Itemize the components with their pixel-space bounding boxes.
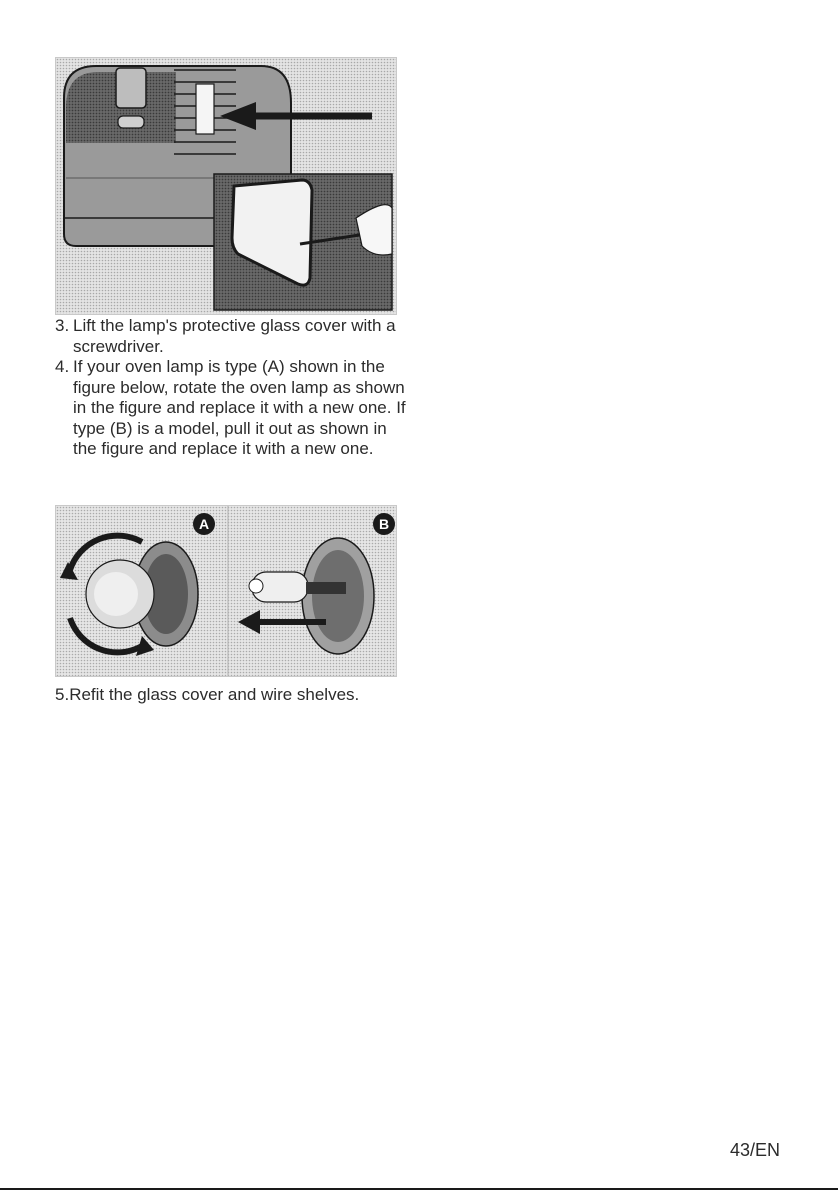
footer-rule (0, 1188, 838, 1190)
step-5-number: 5. (55, 685, 70, 704)
step-3-number: 3. (55, 316, 70, 335)
page-number: 43/EN (730, 1140, 781, 1160)
step-4-number: 4. (55, 357, 70, 376)
step-4 (55, 357, 415, 460)
step-3-text: Lift the lamp's protective glass cover with a screwdriver. (73, 316, 396, 356)
oven-lamp-figure (55, 57, 397, 315)
step-4-text: If your oven lamp is type (A) shown in the figure below, rotate the oven lamp as shown in the figure and replace it with a new one. If type (B) is a model, pull it out as shown in the figure and replace it with a new one. (73, 357, 406, 458)
step-5 (55, 685, 359, 706)
lamp-types-figure (55, 505, 397, 677)
label-a: A (198, 516, 210, 532)
label-b: B (378, 516, 390, 532)
instruction-steps (55, 316, 415, 460)
step-5-text: Refit the glass cover and wire shelves. (69, 685, 360, 704)
step-3 (55, 316, 415, 357)
